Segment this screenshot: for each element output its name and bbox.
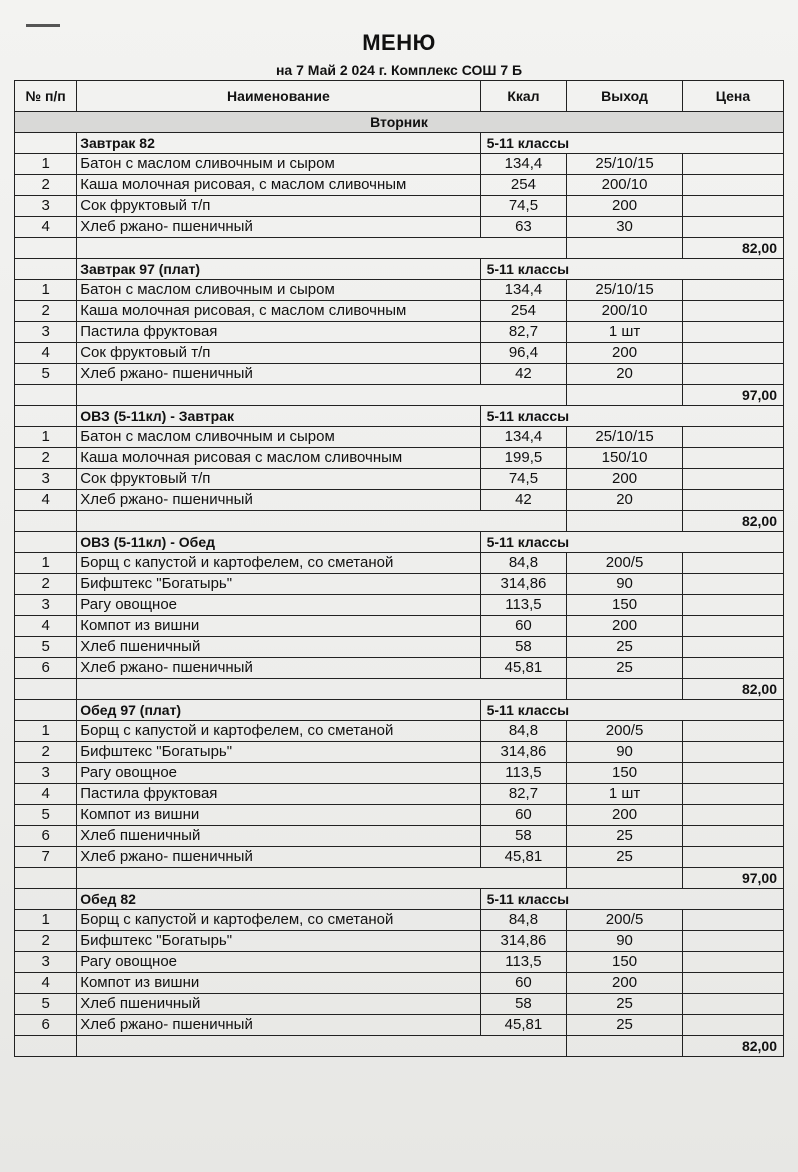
- item-kcal: 84,8: [480, 721, 567, 742]
- item-output: 200/5: [567, 721, 683, 742]
- menu-item-row: [15, 196, 784, 217]
- item-name: Борщ с капустой и картофелем, со сметаной: [77, 910, 480, 931]
- item-number: 2: [15, 931, 77, 952]
- item-number: 7: [15, 847, 77, 868]
- item-price: [682, 805, 783, 826]
- item-kcal: 134,4: [480, 154, 567, 175]
- menu-item-row: [15, 973, 784, 994]
- col-header-number: № п/п: [15, 81, 77, 112]
- menu-item-row: [15, 322, 784, 343]
- total-blank-output: [567, 238, 683, 259]
- item-number: 2: [15, 574, 77, 595]
- item-name: Бифштекс "Богатырь": [77, 931, 480, 952]
- total-blank-name: [77, 1036, 567, 1057]
- item-name: Бифштекс "Богатырь": [77, 742, 480, 763]
- item-kcal: 314,86: [480, 574, 567, 595]
- total-blank-output: [567, 511, 683, 532]
- menu-item-row: [15, 658, 784, 679]
- item-number: 5: [15, 364, 77, 385]
- menu-item-row: [15, 427, 784, 448]
- col-header-name: Наименование: [77, 81, 480, 112]
- item-number: 1: [15, 553, 77, 574]
- item-name: Хлеб ржано- пшеничный: [77, 847, 480, 868]
- item-output: 200: [567, 805, 683, 826]
- item-number: 5: [15, 637, 77, 658]
- item-name: Каша молочная рисовая, с маслом сливочным: [77, 301, 480, 322]
- item-name: Рагу овощное: [77, 595, 480, 616]
- section-header-row: [15, 133, 784, 154]
- item-kcal: 42: [480, 364, 567, 385]
- total-blank-number: [15, 511, 77, 532]
- item-price: [682, 994, 783, 1015]
- item-kcal: 74,5: [480, 196, 567, 217]
- item-number: 3: [15, 196, 77, 217]
- section-classes: 5-11 классы: [480, 133, 783, 154]
- section-title: Завтрак 97 (плат): [77, 259, 480, 280]
- section-title: Обед 82: [77, 889, 480, 910]
- item-number: 3: [15, 595, 77, 616]
- item-price: [682, 448, 783, 469]
- item-price: [682, 952, 783, 973]
- item-kcal: 134,4: [480, 280, 567, 301]
- item-kcal: 42: [480, 490, 567, 511]
- item-name: Компот из вишни: [77, 973, 480, 994]
- total-blank-name: [77, 511, 567, 532]
- item-price: [682, 217, 783, 238]
- section-total-row: [15, 385, 784, 406]
- item-output: 150: [567, 763, 683, 784]
- item-output: 90: [567, 931, 683, 952]
- menu-item-row: [15, 1015, 784, 1036]
- item-output: 25: [567, 994, 683, 1015]
- item-price: [682, 616, 783, 637]
- menu-item-row: [15, 448, 784, 469]
- item-output: 25: [567, 826, 683, 847]
- menu-item-row: [15, 595, 784, 616]
- section-total-row: [15, 238, 784, 259]
- section-total-price: 82,00: [682, 511, 783, 532]
- item-name: Сок фруктовый т/п: [77, 196, 480, 217]
- menu-item-row: [15, 763, 784, 784]
- menu-item-row: [15, 364, 784, 385]
- section-total-price: 82,00: [682, 1036, 783, 1057]
- section-number-cell: [15, 889, 77, 910]
- item-price: [682, 175, 783, 196]
- menu-item-row: [15, 574, 784, 595]
- item-name: Хлеб ржано- пшеничный: [77, 217, 480, 238]
- total-blank-number: [15, 1036, 77, 1057]
- section-total-price: 97,00: [682, 385, 783, 406]
- item-kcal: 199,5: [480, 448, 567, 469]
- item-output: 150: [567, 952, 683, 973]
- item-output: 200/5: [567, 910, 683, 931]
- menu-item-row: [15, 847, 784, 868]
- header-row: [15, 81, 784, 112]
- section-header-row: [15, 700, 784, 721]
- item-price: [682, 910, 783, 931]
- menu-item-row: [15, 805, 784, 826]
- item-price: [682, 322, 783, 343]
- section-number-cell: [15, 406, 77, 427]
- item-number: 2: [15, 742, 77, 763]
- item-price: [682, 427, 783, 448]
- menu-item-row: [15, 175, 784, 196]
- item-kcal: 60: [480, 616, 567, 637]
- total-blank-name: [77, 238, 567, 259]
- item-number: 1: [15, 721, 77, 742]
- item-price: [682, 763, 783, 784]
- item-output: 90: [567, 742, 683, 763]
- total-blank-output: [567, 385, 683, 406]
- item-price: [682, 721, 783, 742]
- item-output: 200: [567, 469, 683, 490]
- total-blank-number: [15, 868, 77, 889]
- item-price: [682, 364, 783, 385]
- section-total-price: 97,00: [682, 868, 783, 889]
- item-number: 3: [15, 763, 77, 784]
- item-name: Сок фруктовый т/п: [77, 469, 480, 490]
- col-header-kcal: Ккал: [480, 81, 567, 112]
- item-output: 200: [567, 196, 683, 217]
- item-kcal: 254: [480, 301, 567, 322]
- section-header-row: [15, 259, 784, 280]
- item-name: Батон с маслом сливочным и сыром: [77, 280, 480, 301]
- item-number: 3: [15, 469, 77, 490]
- item-name: Хлеб пшеничный: [77, 826, 480, 847]
- item-number: 4: [15, 490, 77, 511]
- menu-item-row: [15, 994, 784, 1015]
- menu-table: [14, 80, 784, 1057]
- item-kcal: 63: [480, 217, 567, 238]
- item-number: 6: [15, 826, 77, 847]
- total-blank-output: [567, 868, 683, 889]
- menu-item-row: [15, 826, 784, 847]
- section-number-cell: [15, 532, 77, 553]
- item-output: 200/5: [567, 553, 683, 574]
- item-kcal: 113,5: [480, 952, 567, 973]
- item-price: [682, 784, 783, 805]
- menu-item-row: [15, 721, 784, 742]
- item-number: 3: [15, 322, 77, 343]
- section-classes: 5-11 классы: [480, 406, 783, 427]
- day-label: Вторник: [15, 112, 784, 133]
- item-number: 2: [15, 175, 77, 196]
- section-classes: 5-11 классы: [480, 700, 783, 721]
- item-number: 2: [15, 301, 77, 322]
- item-kcal: 74,5: [480, 469, 567, 490]
- item-output: 25: [567, 637, 683, 658]
- item-output: 20: [567, 490, 683, 511]
- item-output: 30: [567, 217, 683, 238]
- item-price: [682, 1015, 783, 1036]
- item-number: 4: [15, 616, 77, 637]
- item-name: Борщ с капустой и картофелем, со сметаной: [77, 553, 480, 574]
- section-title: Обед 97 (плат): [77, 700, 480, 721]
- item-number: 6: [15, 1015, 77, 1036]
- menu-item-row: [15, 910, 784, 931]
- item-number: 1: [15, 427, 77, 448]
- item-price: [682, 826, 783, 847]
- item-name: Батон с маслом сливочным и сыром: [77, 427, 480, 448]
- item-kcal: 58: [480, 637, 567, 658]
- item-name: Компот из вишни: [77, 805, 480, 826]
- item-output: 25/10/15: [567, 280, 683, 301]
- item-price: [682, 742, 783, 763]
- item-number: 3: [15, 952, 77, 973]
- item-price: [682, 154, 783, 175]
- item-price: [682, 196, 783, 217]
- item-price: [682, 343, 783, 364]
- item-kcal: 60: [480, 973, 567, 994]
- item-price: [682, 280, 783, 301]
- menu-item-row: [15, 280, 784, 301]
- item-kcal: 84,8: [480, 553, 567, 574]
- total-blank-output: [567, 1036, 683, 1057]
- menu-item-row: [15, 742, 784, 763]
- day-row: [15, 112, 784, 133]
- section-title: ОВЗ (5-11кл) - Завтрак: [77, 406, 480, 427]
- menu-item-row: [15, 469, 784, 490]
- item-name: Хлеб пшеничный: [77, 637, 480, 658]
- item-price: [682, 574, 783, 595]
- item-name: Компот из вишни: [77, 616, 480, 637]
- item-name: Рагу овощное: [77, 763, 480, 784]
- item-kcal: 314,86: [480, 931, 567, 952]
- item-name: Хлеб ржано- пшеничный: [77, 490, 480, 511]
- section-total-row: [15, 679, 784, 700]
- item-kcal: 45,81: [480, 1015, 567, 1036]
- item-number: 1: [15, 910, 77, 931]
- item-kcal: 58: [480, 994, 567, 1015]
- page-title: МЕНЮ: [362, 30, 436, 55]
- total-blank-name: [77, 868, 567, 889]
- section-number-cell: [15, 133, 77, 154]
- total-blank-name: [77, 385, 567, 406]
- item-output: 200/10: [567, 175, 683, 196]
- item-number: 4: [15, 973, 77, 994]
- item-name: Борщ с капустой и картофелем, со сметаной: [77, 721, 480, 742]
- item-kcal: 58: [480, 826, 567, 847]
- item-price: [682, 553, 783, 574]
- item-number: 2: [15, 448, 77, 469]
- item-output: 20: [567, 364, 683, 385]
- menu-item-row: [15, 637, 784, 658]
- section-classes: 5-11 классы: [480, 889, 783, 910]
- item-price: [682, 490, 783, 511]
- total-blank-number: [15, 238, 77, 259]
- item-price: [682, 637, 783, 658]
- section-classes: 5-11 классы: [480, 532, 783, 553]
- item-name: Батон с маслом сливочным и сыром: [77, 154, 480, 175]
- item-price: [682, 595, 783, 616]
- item-name: Хлеб ржано- пшеничный: [77, 1015, 480, 1036]
- total-blank-number: [15, 385, 77, 406]
- item-kcal: 113,5: [480, 763, 567, 784]
- item-output: 1 шт: [567, 322, 683, 343]
- item-kcal: 134,4: [480, 427, 567, 448]
- item-kcal: 45,81: [480, 658, 567, 679]
- item-output: 200: [567, 973, 683, 994]
- item-price: [682, 658, 783, 679]
- menu-item-row: [15, 301, 784, 322]
- item-kcal: 82,7: [480, 322, 567, 343]
- item-kcal: 60: [480, 805, 567, 826]
- section-number-cell: [15, 259, 77, 280]
- item-output: 25/10/15: [567, 427, 683, 448]
- item-kcal: 113,5: [480, 595, 567, 616]
- item-output: 150: [567, 595, 683, 616]
- total-blank-name: [77, 679, 567, 700]
- item-kcal: 96,4: [480, 343, 567, 364]
- section-total-row: [15, 868, 784, 889]
- item-price: [682, 301, 783, 322]
- menu-body: [15, 112, 784, 1057]
- item-output: 25: [567, 658, 683, 679]
- item-name: Бифштекс "Богатырь": [77, 574, 480, 595]
- item-name: Хлеб пшеничный: [77, 994, 480, 1015]
- item-price: [682, 931, 783, 952]
- section-classes: 5-11 классы: [480, 259, 783, 280]
- item-price: [682, 847, 783, 868]
- item-output: 25/10/15: [567, 154, 683, 175]
- item-number: 5: [15, 805, 77, 826]
- item-name: Каша молочная рисовая, с маслом сливочным: [77, 175, 480, 196]
- item-output: 200: [567, 343, 683, 364]
- item-name: Хлеб ржано- пшеничный: [77, 658, 480, 679]
- item-output: 150/10: [567, 448, 683, 469]
- item-number: 5: [15, 994, 77, 1015]
- item-name: Каша молочная рисовая с маслом сливочным: [77, 448, 480, 469]
- item-kcal: 254: [480, 175, 567, 196]
- section-title: ОВЗ (5-11кл) - Обед: [77, 532, 480, 553]
- item-kcal: 45,81: [480, 847, 567, 868]
- col-header-output: Выход: [567, 81, 683, 112]
- item-name: Сок фруктовый т/п: [77, 343, 480, 364]
- item-kcal: 314,86: [480, 742, 567, 763]
- section-total-row: [15, 1036, 784, 1057]
- item-kcal: 84,8: [480, 910, 567, 931]
- item-number: 6: [15, 658, 77, 679]
- section-total-price: 82,00: [682, 238, 783, 259]
- menu-item-row: [15, 616, 784, 637]
- menu-item-row: [15, 217, 784, 238]
- item-number: 4: [15, 217, 77, 238]
- item-output: 200: [567, 616, 683, 637]
- section-total-price: 82,00: [682, 679, 783, 700]
- menu-item-row: [15, 784, 784, 805]
- menu-item-row: [15, 931, 784, 952]
- item-number: 1: [15, 280, 77, 301]
- section-number-cell: [15, 700, 77, 721]
- item-number: 4: [15, 784, 77, 805]
- menu-item-row: [15, 553, 784, 574]
- menu-item-row: [15, 490, 784, 511]
- item-output: 25: [567, 847, 683, 868]
- total-blank-output: [567, 679, 683, 700]
- item-name: Хлеб ржано- пшеничный: [77, 364, 480, 385]
- menu-item-row: [15, 154, 784, 175]
- item-output: 90: [567, 574, 683, 595]
- section-title: Завтрак 82: [77, 133, 480, 154]
- item-name: Рагу овощное: [77, 952, 480, 973]
- menu-item-row: [15, 952, 784, 973]
- item-name: Пастила фруктовая: [77, 322, 480, 343]
- item-output: 25: [567, 1015, 683, 1036]
- item-price: [682, 973, 783, 994]
- page-subtitle: на 7 Май 2 024 г. Комплекс СОШ 7 Б: [275, 62, 523, 78]
- dash-mark: [26, 24, 60, 27]
- item-output: 1 шт: [567, 784, 683, 805]
- item-price: [682, 469, 783, 490]
- item-name: Пастила фруктовая: [77, 784, 480, 805]
- section-header-row: [15, 406, 784, 427]
- total-blank-number: [15, 679, 77, 700]
- section-total-row: [15, 511, 784, 532]
- item-output: 200/10: [567, 301, 683, 322]
- item-kcal: 82,7: [480, 784, 567, 805]
- menu-item-row: [15, 343, 784, 364]
- item-number: 1: [15, 154, 77, 175]
- section-header-row: [15, 889, 784, 910]
- item-number: 4: [15, 343, 77, 364]
- col-header-price: Цена: [682, 81, 783, 112]
- section-header-row: [15, 532, 784, 553]
